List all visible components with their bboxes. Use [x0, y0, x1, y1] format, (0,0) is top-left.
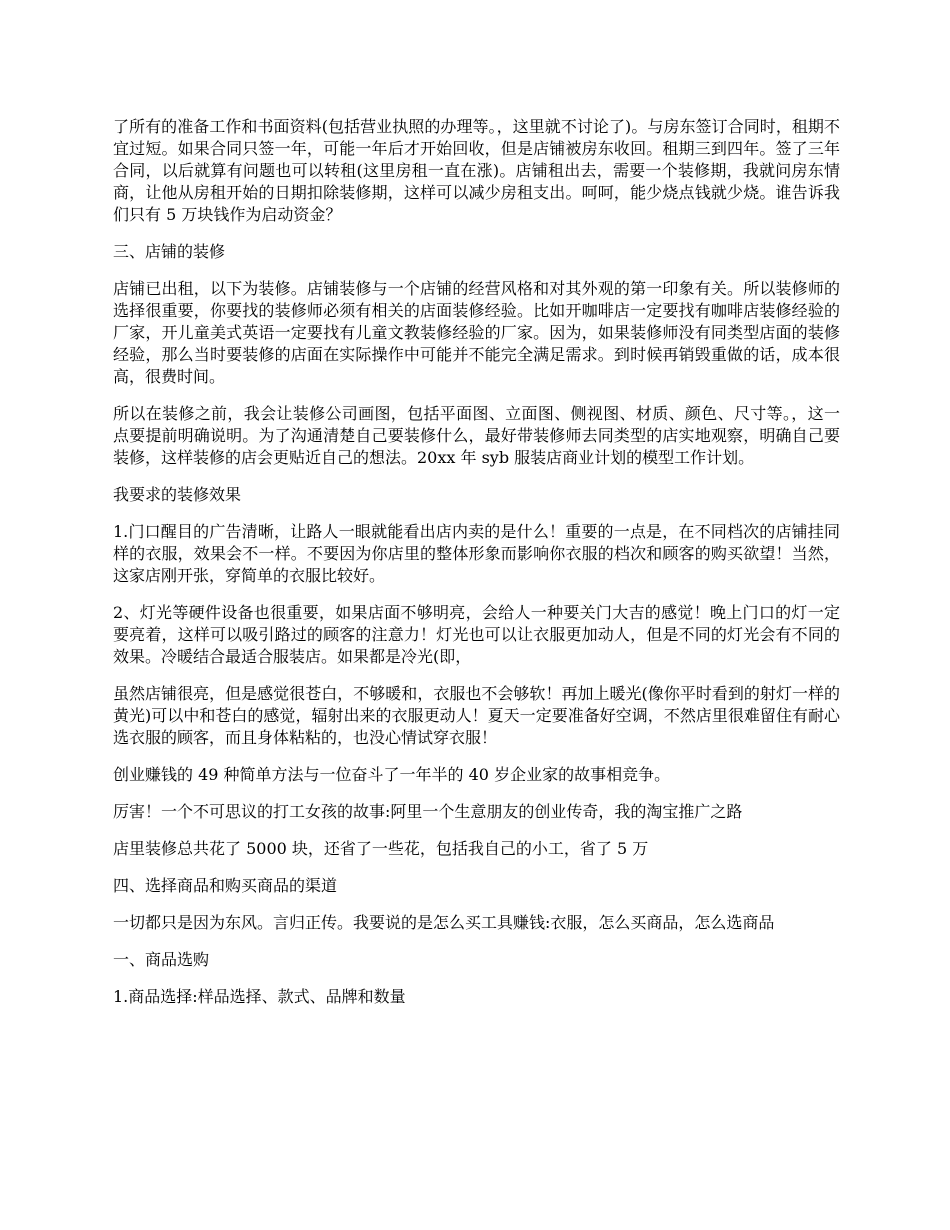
subheading-product-selection: 一、商品选购: [113, 950, 210, 969]
paragraph-product-selection-item: 1.商品选择:样品选择、款式、品牌和数量: [113, 987, 406, 1006]
subheading-renovation-effects: 我要求的装修效果: [113, 485, 242, 504]
paragraph-effect-warm-light: 虽然店铺很亮，但是感觉很苍白，不够暖和，衣服也不会够软！再加上暖光(像你平时看到的射灯一样的黄光)可以中和苍白的感觉，辐射出来的衣服更动人！夏天一定要准备好空调，不然店里很难留住有耐心选衣服的顾客，而且身体粘粘的，也没心情试穿衣服！: [113, 684, 840, 747]
paragraph-renovation-designer: 店铺已出租，以下为装修。店铺装修与一个店铺的经营风格和对其外观的第一印象有关。所以装修师的选择很重要，你要找的装修师必须有相关的店面装修经验。比如开咖啡店一定要找有咖啡店装修经验的厂家，开儿童美式英语一定要找有儿童文教装修经验的厂家。因为，如果装修师没有同类型店面的装修经验，那么当时要装修的店面在实际操作中可能并不能完全满足需求。到时候再销毁重做的话，成本很高，很费时间。: [113, 279, 840, 386]
paragraph-effect-signage: 1.门口醒目的广告清晰，让路人一眼就能看出店内卖的是什么！重要的一点是，在不同档次的店铺挂同样的衣服，效果会不一样。不要因为你店里的整体形象而影响你衣服的档次和顾客的购买欲望！当然，这家店刚开张，穿简单的衣服比较好。: [113, 522, 840, 585]
document-page: [113, 116, 840, 1023]
paragraph-startup-methods: 创业赚钱的 49 种简单方法与一位奋斗了一年半的 40 岁企业家的故事相竞争。: [113, 765, 671, 784]
paragraph-effect-lighting: 2、灯光等硬件设备也很重要，如果店面不够明亮，会给人一种要关门大吉的感觉！晚上门口的灯一定要亮着，这样可以吸引路过的顾客的注意力！灯光也可以让衣服更加动人，但是不同的灯光会有不同的效果。冷暖结合最适合服装店。如果都是冷光(即，: [113, 603, 840, 666]
paragraph-renovation-cost: 店里装修总共花了 5000 块，还省了一些花，包括我自己的小工，省了 5 万: [113, 839, 649, 858]
paragraph-lease-terms: 了所有的准备工作和书面资料(包括营业执照的办理等。，这里就不讨论了)。与房东签订合同时，租期不宜过短。如果合同只签一年，可能一年后才开始回收，但是店铺被房东收回。租期三到四年。签了三年合同，以后就算有问题也可以转租(这里房租一直在涨)。店铺租出去，需要一个装修期，我就问房东情商，让他从房租开始的日期扣除装修期，这样可以减少房租支出。呵呵，能少烧点钱就少烧。谁告诉我们只有 5 万块钱作为启动资金？: [113, 117, 840, 224]
section-heading-renovation: 三、店铺的装修: [113, 242, 226, 261]
paragraph-startup-story: 厉害！一个不可思议的打工女孩的故事:阿里一个生意朋友的创业传奇，我的淘宝推广之路: [113, 802, 743, 821]
section-heading-purchasing-channels: 四、选择商品和购买商品的渠道: [113, 876, 338, 895]
paragraph-purchasing-intro: 一切都只是因为东风。言归正传。我要说的是怎么买工具赚钱:衣服，怎么买商品，怎么选商品: [113, 913, 775, 932]
paragraph-renovation-drawings: 所以在装修之前，我会让装修公司画图，包括平面图、立面图、侧视图、材质、颜色、尺寸等。，这一点要提前明确说明。为了沟通清楚自己要装修什么，最好带装修师去同类型的店实地观察，明确自己要装修，这样装修的店会更贴近自己的想法。20xx 年 syb 服装店商业计划的模型工作计划。: [113, 404, 840, 467]
